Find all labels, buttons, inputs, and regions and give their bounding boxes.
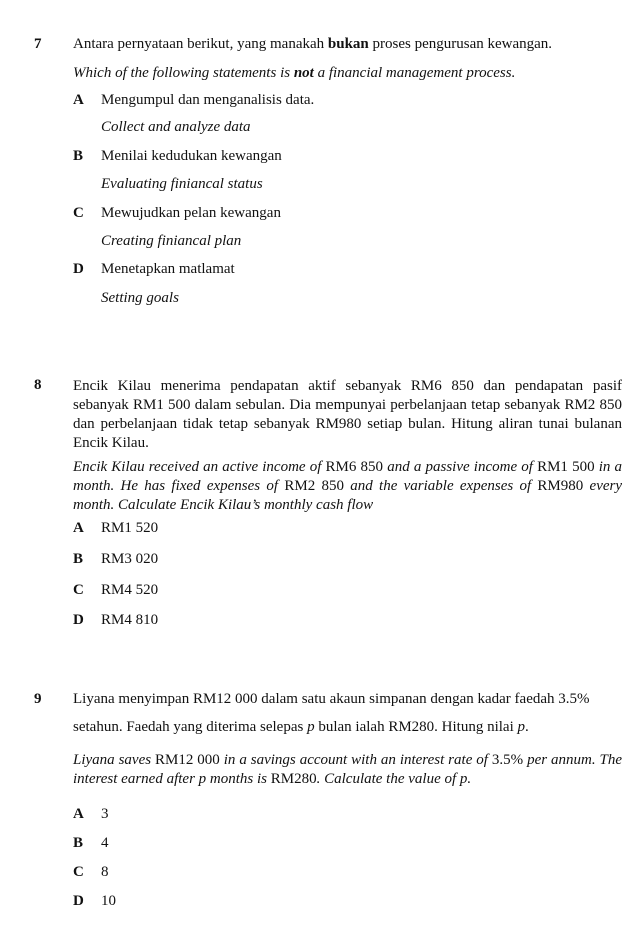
text-part: in a month. He has fixed expenses of bbox=[73, 459, 623, 494]
text-part: and a passive income of bbox=[383, 459, 538, 475]
option-letter: B bbox=[73, 835, 84, 851]
question-text-en bbox=[73, 751, 622, 789]
option-letter: B bbox=[73, 551, 84, 567]
option-letter: D bbox=[73, 261, 84, 277]
text-part: every month. Calculate Encik Kilau’s monthly cash flow bbox=[73, 478, 623, 513]
text-part: a financial management process. bbox=[313, 65, 516, 81]
text-part: Liyana saves bbox=[73, 752, 156, 768]
text-part: . bbox=[525, 719, 529, 735]
question-text-en bbox=[73, 458, 622, 515]
text-part: bulan ialah RM280. Hitung nilai bbox=[314, 719, 518, 735]
question-text-en bbox=[73, 65, 515, 82]
option-a-text: 3 bbox=[101, 806, 109, 822]
option-letter: D bbox=[73, 612, 84, 628]
option-c-text: 8 bbox=[101, 864, 109, 880]
option-b-ms: Menilai kedudukan kewangan bbox=[101, 148, 282, 164]
option-d-text: 10 bbox=[101, 893, 116, 909]
text-part: per annum. The interest earned after p months is bbox=[73, 752, 623, 787]
text-part: setahun. Faedah yang diterima selepas bbox=[73, 719, 308, 735]
option-b-en: Evaluating finiancal status bbox=[101, 176, 263, 192]
amount: 3.5% bbox=[491, 752, 524, 768]
emphasis-bukan: bukan bbox=[327, 36, 369, 52]
option-letter: A bbox=[73, 806, 84, 822]
option-c-ms: Mewujudkan pelan kewangan bbox=[101, 205, 281, 221]
amount: RM6 850 bbox=[325, 459, 384, 475]
amount: RM1 500 bbox=[537, 459, 595, 475]
option-letter: A bbox=[73, 520, 84, 536]
option-letter: C bbox=[73, 582, 84, 598]
variable-p: p bbox=[307, 719, 315, 735]
option-letter: B bbox=[73, 148, 84, 164]
question-number: 7 bbox=[34, 36, 42, 52]
text-part: proses pengurusan kewangan. bbox=[368, 36, 553, 52]
text-part: Which of the following statements is bbox=[73, 65, 294, 81]
amount: RM12 000 bbox=[155, 752, 220, 768]
emphasis-not: not bbox=[293, 65, 314, 81]
option-letter: C bbox=[73, 205, 84, 221]
option-a-en: Collect and analyze data bbox=[101, 119, 251, 135]
option-d-en: Setting goals bbox=[101, 290, 179, 306]
amount: RM280 bbox=[270, 771, 317, 787]
text-part: . Calculate the value of p. bbox=[316, 771, 472, 787]
option-b-text: RM3 020 bbox=[101, 551, 159, 567]
question-text-ms bbox=[73, 36, 552, 53]
text-part: Antara pernyataan berikut, yang manakah bbox=[73, 36, 328, 52]
option-b-text: 4 bbox=[101, 835, 109, 851]
variable-p: p bbox=[517, 719, 525, 735]
option-a-ms: Mengumpul dan menganalisis data. bbox=[101, 92, 315, 108]
option-letter: A bbox=[73, 92, 84, 108]
option-a-text: RM1 520 bbox=[101, 520, 159, 536]
question-text-ms: Encik Kilau menerima pendapatan aktif sebanyak RM6 850 dan pendapatan pasif sebanyak RM1 500 dalam sebulan. Dia mempunyai perbelanjaan tetap sebanyak RM2 850 dan perbelanjaan tidak tetap sebanyak RM980 setiap bulan. Hitung aliran tunai bulanan Encik Kilau. bbox=[73, 378, 622, 451]
text-part: in a savings account with an interest rate of bbox=[219, 752, 492, 768]
amount: RM980 bbox=[537, 478, 584, 494]
question-text-ms-line1: Liyana menyimpan RM12 000 dalam satu akaun simpanan dengan kadar faedah 3.5% bbox=[73, 691, 590, 707]
text-part: Encik Kilau received an active income of bbox=[73, 459, 326, 475]
question-number: 9 bbox=[34, 691, 42, 707]
question-text-ms-line2 bbox=[73, 719, 529, 736]
option-letter: D bbox=[73, 893, 84, 909]
option-d-text: RM4 810 bbox=[101, 612, 159, 628]
option-letter: C bbox=[73, 864, 84, 880]
option-d-ms: Menetapkan matlamat bbox=[101, 261, 235, 277]
text-part: and the variable expenses of bbox=[343, 478, 538, 494]
option-c-en: Creating finiancal plan bbox=[101, 233, 242, 249]
option-c-text: RM4 520 bbox=[101, 582, 159, 598]
amount: RM2 850 bbox=[284, 478, 344, 494]
question-number: 8 bbox=[34, 377, 42, 393]
